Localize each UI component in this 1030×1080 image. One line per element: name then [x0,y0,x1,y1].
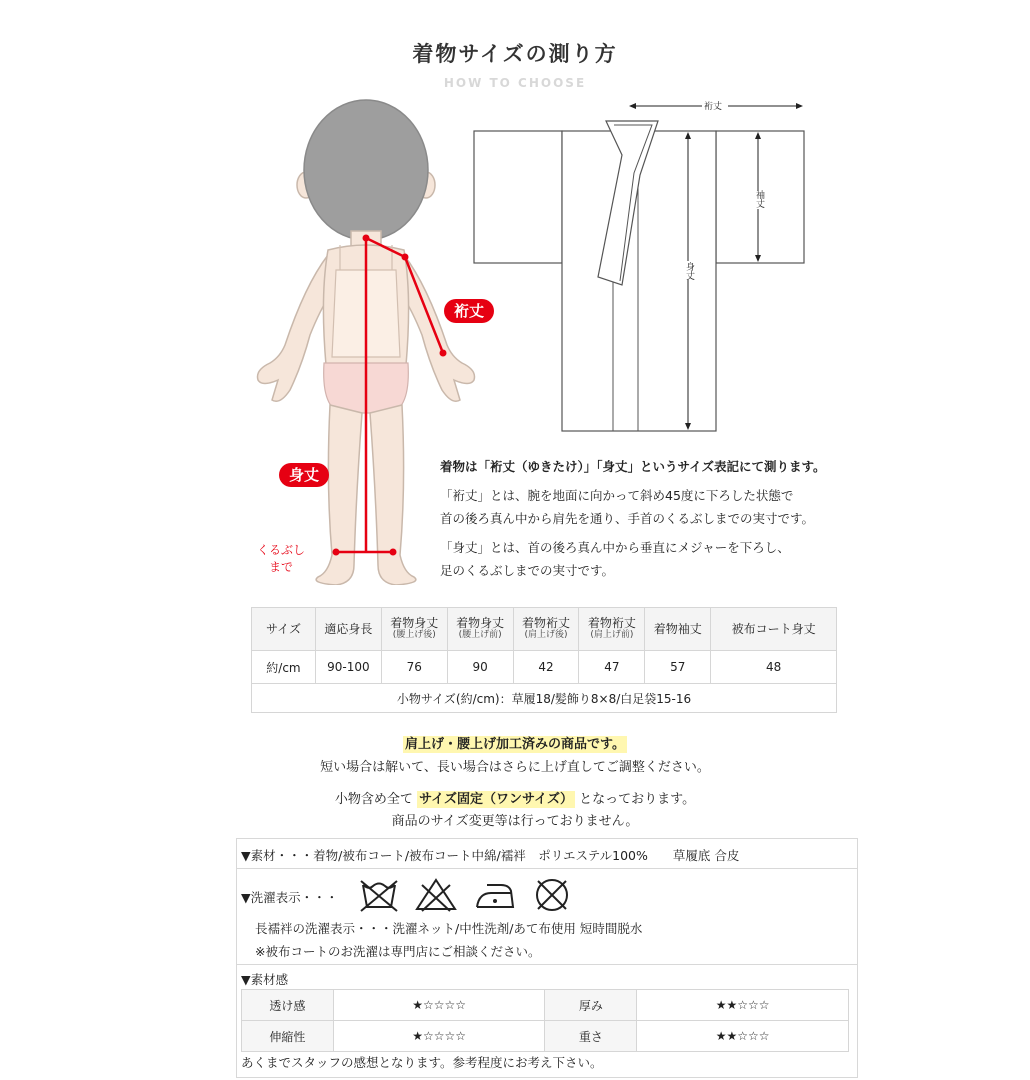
wash-label: ▼洗濯表示・・・ [241,890,339,905]
page-subtitle: HOW TO CHOOSE [443,76,587,90]
ankle-label-line2: まで [268,560,293,574]
note-line: 短い場合は解いて、長い場合はさらに上げ直してご調整ください。 [320,760,710,775]
header-cell: サイズ [252,608,316,651]
table-cell: 90 [447,651,513,684]
yukitake-label: 裄丈 [444,299,494,323]
feel-row [242,990,849,1021]
feel-table [241,989,849,1052]
header-cell: 着物袖丈 [645,608,711,651]
feel-label-cell: 重さ [545,1021,637,1052]
no-bleach-icon [414,877,458,913]
header-cell: 着物身丈 (腰上げ前) [447,608,513,651]
size-table-header-row [252,608,837,651]
description-line: 首の後ろ真ん中から肩先を通り、手首のくるぶしまでの実寸です。 [440,511,815,526]
feel-label-cell: 透け感 [242,990,334,1021]
description [440,455,826,582]
feel-rating: ★★☆☆☆ [637,990,849,1021]
ankle-label-line1: くるぶし [256,543,305,557]
diagram-mitake-label: 身丈 [684,262,694,280]
description-line: 足のくるぶしまでの実寸です。 [440,563,615,578]
description-line: 「裄丈」とは、腕を地面に向かって斜め45度に下ろした状態で [440,488,794,503]
diagram-yukitake-label: 裄丈 [704,102,723,112]
ankle-label [254,542,308,576]
description-line: 着物は「裄丈（ゆきたけ）」「身丈」というサイズ表記にて測ります。 [440,459,826,474]
table-cell: 90-100 [315,651,381,684]
size-table [251,607,837,713]
header-cell: 適応身長 [315,608,381,651]
feel-label-cell: 伸縮性 [242,1021,334,1052]
table-cell: 約/cm [252,651,316,684]
table-cell: 76 [381,651,447,684]
header-cell: 被布コート身丈 [711,608,837,651]
accessory-sizes: 小物サイズ(約/cm)：草履18/髪飾り8×8/白足袋15-16 [252,684,837,713]
kimono-diagram [470,95,810,440]
no-dry-clean-icon [532,877,572,913]
diagram-sodetake-label: 袖丈 [754,190,764,208]
wash-icons [359,877,572,913]
size-table-row [252,651,837,684]
description-line: 「身丈」とは、首の後ろ真ん中から垂直にメジャーを下ろし、 [440,540,790,555]
coat-care-note: ※被布コートのお洗濯は専門店にご相談ください。 [255,944,541,959]
iron-low-icon [473,877,517,913]
spec-box [236,838,858,1078]
note-line: 商品のサイズ変更等は行っておりません。 [391,814,639,829]
feel-rating: ★☆☆☆☆ [333,1021,545,1052]
highlight-fixed-size: サイズ固定（ワンサイズ） [419,792,573,807]
header-cell: 着物身丈 (腰上げ後) [381,608,447,651]
mitake-label: 身丈 [279,463,329,487]
feel-rating: ★☆☆☆☆ [333,990,545,1021]
feel-label-cell: 厚み [545,990,637,1021]
note-line [0,733,1030,752]
disclaimer: あくまでスタッフの感想となります。参考程度にお考え下さい。 [241,1055,603,1070]
size-table-footer-row [252,684,837,713]
table-cell: 48 [711,651,837,684]
note-line: 小物含め全て サイズ固定（ワンサイズ） となっております。 [334,792,696,807]
juban-wash-text: 長襦袢の洗濯表示・・・洗濯ネット/中性洗剤/あて布使用 短時間脱水 [255,921,643,936]
material-text: ▼素材・・・着物/被布コート/被布コート中綿/襦袢 ポリエステル100% 草履底 合皮 [241,848,740,863]
header-cell: 着物裄丈 (肩上げ前) [579,608,645,651]
page-title: 着物サイズの測り方 [412,42,618,66]
feel-rating: ★★☆☆☆ [637,1021,849,1052]
table-cell: 57 [645,651,711,684]
feel-label: ▼素材感 [241,972,289,987]
feel-row [242,1021,849,1052]
table-cell: 47 [579,651,645,684]
highlight-processed: 肩上げ・腰上げ加工済みの商品です。 [405,737,625,752]
no-washing-icon [359,877,399,913]
header-cell: 着物裄丈 (肩上げ後) [513,608,579,651]
table-cell: 42 [513,651,579,684]
